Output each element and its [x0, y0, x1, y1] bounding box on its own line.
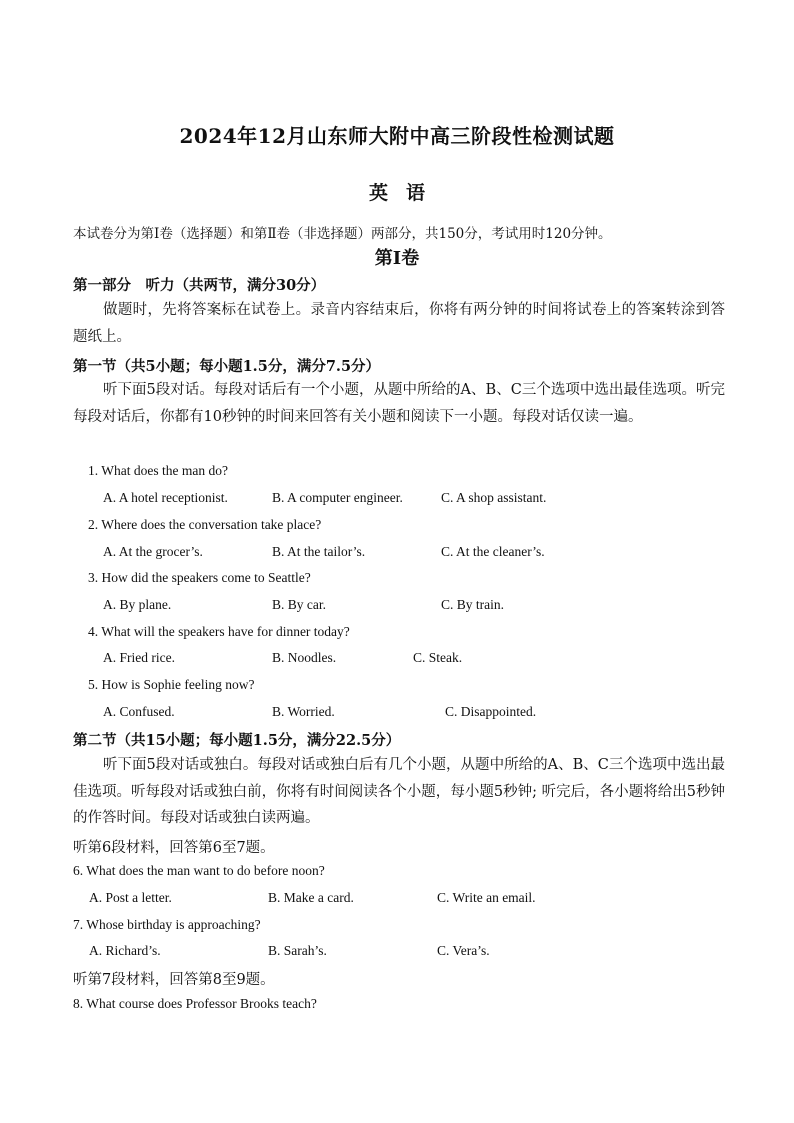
q2-option-a: A. At the grocer’s. [103, 544, 203, 559]
question-1: 1. What does the man do? [88, 463, 228, 478]
section1-heading: 第一节（共5小题；每小题1.5分，满分7.5分） [73, 358, 381, 375]
q7-option-b: B. Sarah’s. [268, 943, 327, 958]
q1-option-b: B. A computer engineer. [272, 490, 403, 505]
question-8: 8. What course does Professor Brooks teach? [73, 996, 317, 1011]
exam-intro: 本试卷分为第Ⅰ卷（选择题）和第Ⅱ卷（非选择题）两部分，共150分，考试用时120分钟。 [73, 226, 612, 242]
q7-option-a: A. Richard’s. [89, 943, 161, 958]
question-4: 4. What will the speakers have for dinner today? [88, 624, 350, 639]
q3-option-a: A. By plane. [103, 597, 172, 612]
question-2: 2. Where does the conversation take place? [88, 517, 322, 532]
volume-title: 第Ⅰ卷 [374, 248, 420, 269]
section1-instruction: 听下面5段对话。每段对话后有一个小题，从题中所给的A、B、C三个选项中选出最佳选项。听完每段对话后，你都有10秒钟的时间来回答有关小题和阅读下一小题。每段对话仅读一遍。 [73, 382, 725, 425]
question-5: 5. How is Sophie feeling now? [88, 677, 255, 692]
q2-option-b: B. At the tailor’s. [272, 544, 366, 559]
q5-option-b: B. Worried. [272, 704, 335, 719]
q5-option-a: A. Confused. [103, 704, 175, 719]
q3-option-c: C. By train. [441, 597, 504, 612]
q6-option-c: C. Write an email. [437, 890, 536, 905]
section2-heading: 第二节（共15小题；每小题1.5分，满分22.5分） [73, 732, 401, 749]
q7-option-c: C. Vera’s. [437, 943, 490, 958]
q2-option-c: C. At the cleaner’s. [441, 544, 545, 559]
part1-instruction: 做题时，先将答案标在试卷上。录音内容结束后，你将有两分钟的时间将试卷上的答案转涂到答题纸上。 [73, 302, 725, 345]
q4-option-b: B. Noodles. [272, 650, 337, 665]
q3-option-b: B. By car. [272, 597, 326, 612]
section2-instruction: 听下面5段对话或独白。每段对话或独白后有几个小题，从题中所给的A、B、C三个选项中选出最佳选项。听每段对话或独白前，你将有时间阅读各个小题，每小题5秒钟; 听完后，各小题将给出5秒钟的作答时间。每段对话或独白读两遍。 [73, 757, 725, 826]
material-7-label: 听第7段材料，回答第8至9题。 [73, 972, 275, 988]
material-6-label: 听第6段材料，回答第6至7题。 [73, 840, 275, 856]
question-7: 7. Whose birthday is approaching? [73, 917, 261, 932]
question-3: 3. How did the speakers come to Seattle? [88, 570, 311, 585]
q4-option-a: A. Fried rice. [103, 650, 175, 665]
q5-option-c: C. Disappointed. [445, 704, 537, 719]
q4-option-c: C. Steak. [413, 650, 463, 665]
q6-option-a: A. Post a letter. [89, 890, 172, 905]
question-6: 6. What does the man want to do before noon? [73, 863, 325, 878]
q6-option-b: B. Make a card. [268, 890, 354, 905]
q1-option-a: A. A hotel receptionist. [103, 490, 228, 505]
q1-option-c: C. A shop assistant. [441, 490, 547, 505]
part1-heading: 第一部分 听力（共两节，满分30分） [73, 277, 326, 294]
exam-title: 2024年12月山东师大附中高三阶段性检测试题 [179, 124, 615, 148]
subject-title: 英语 [368, 182, 443, 204]
